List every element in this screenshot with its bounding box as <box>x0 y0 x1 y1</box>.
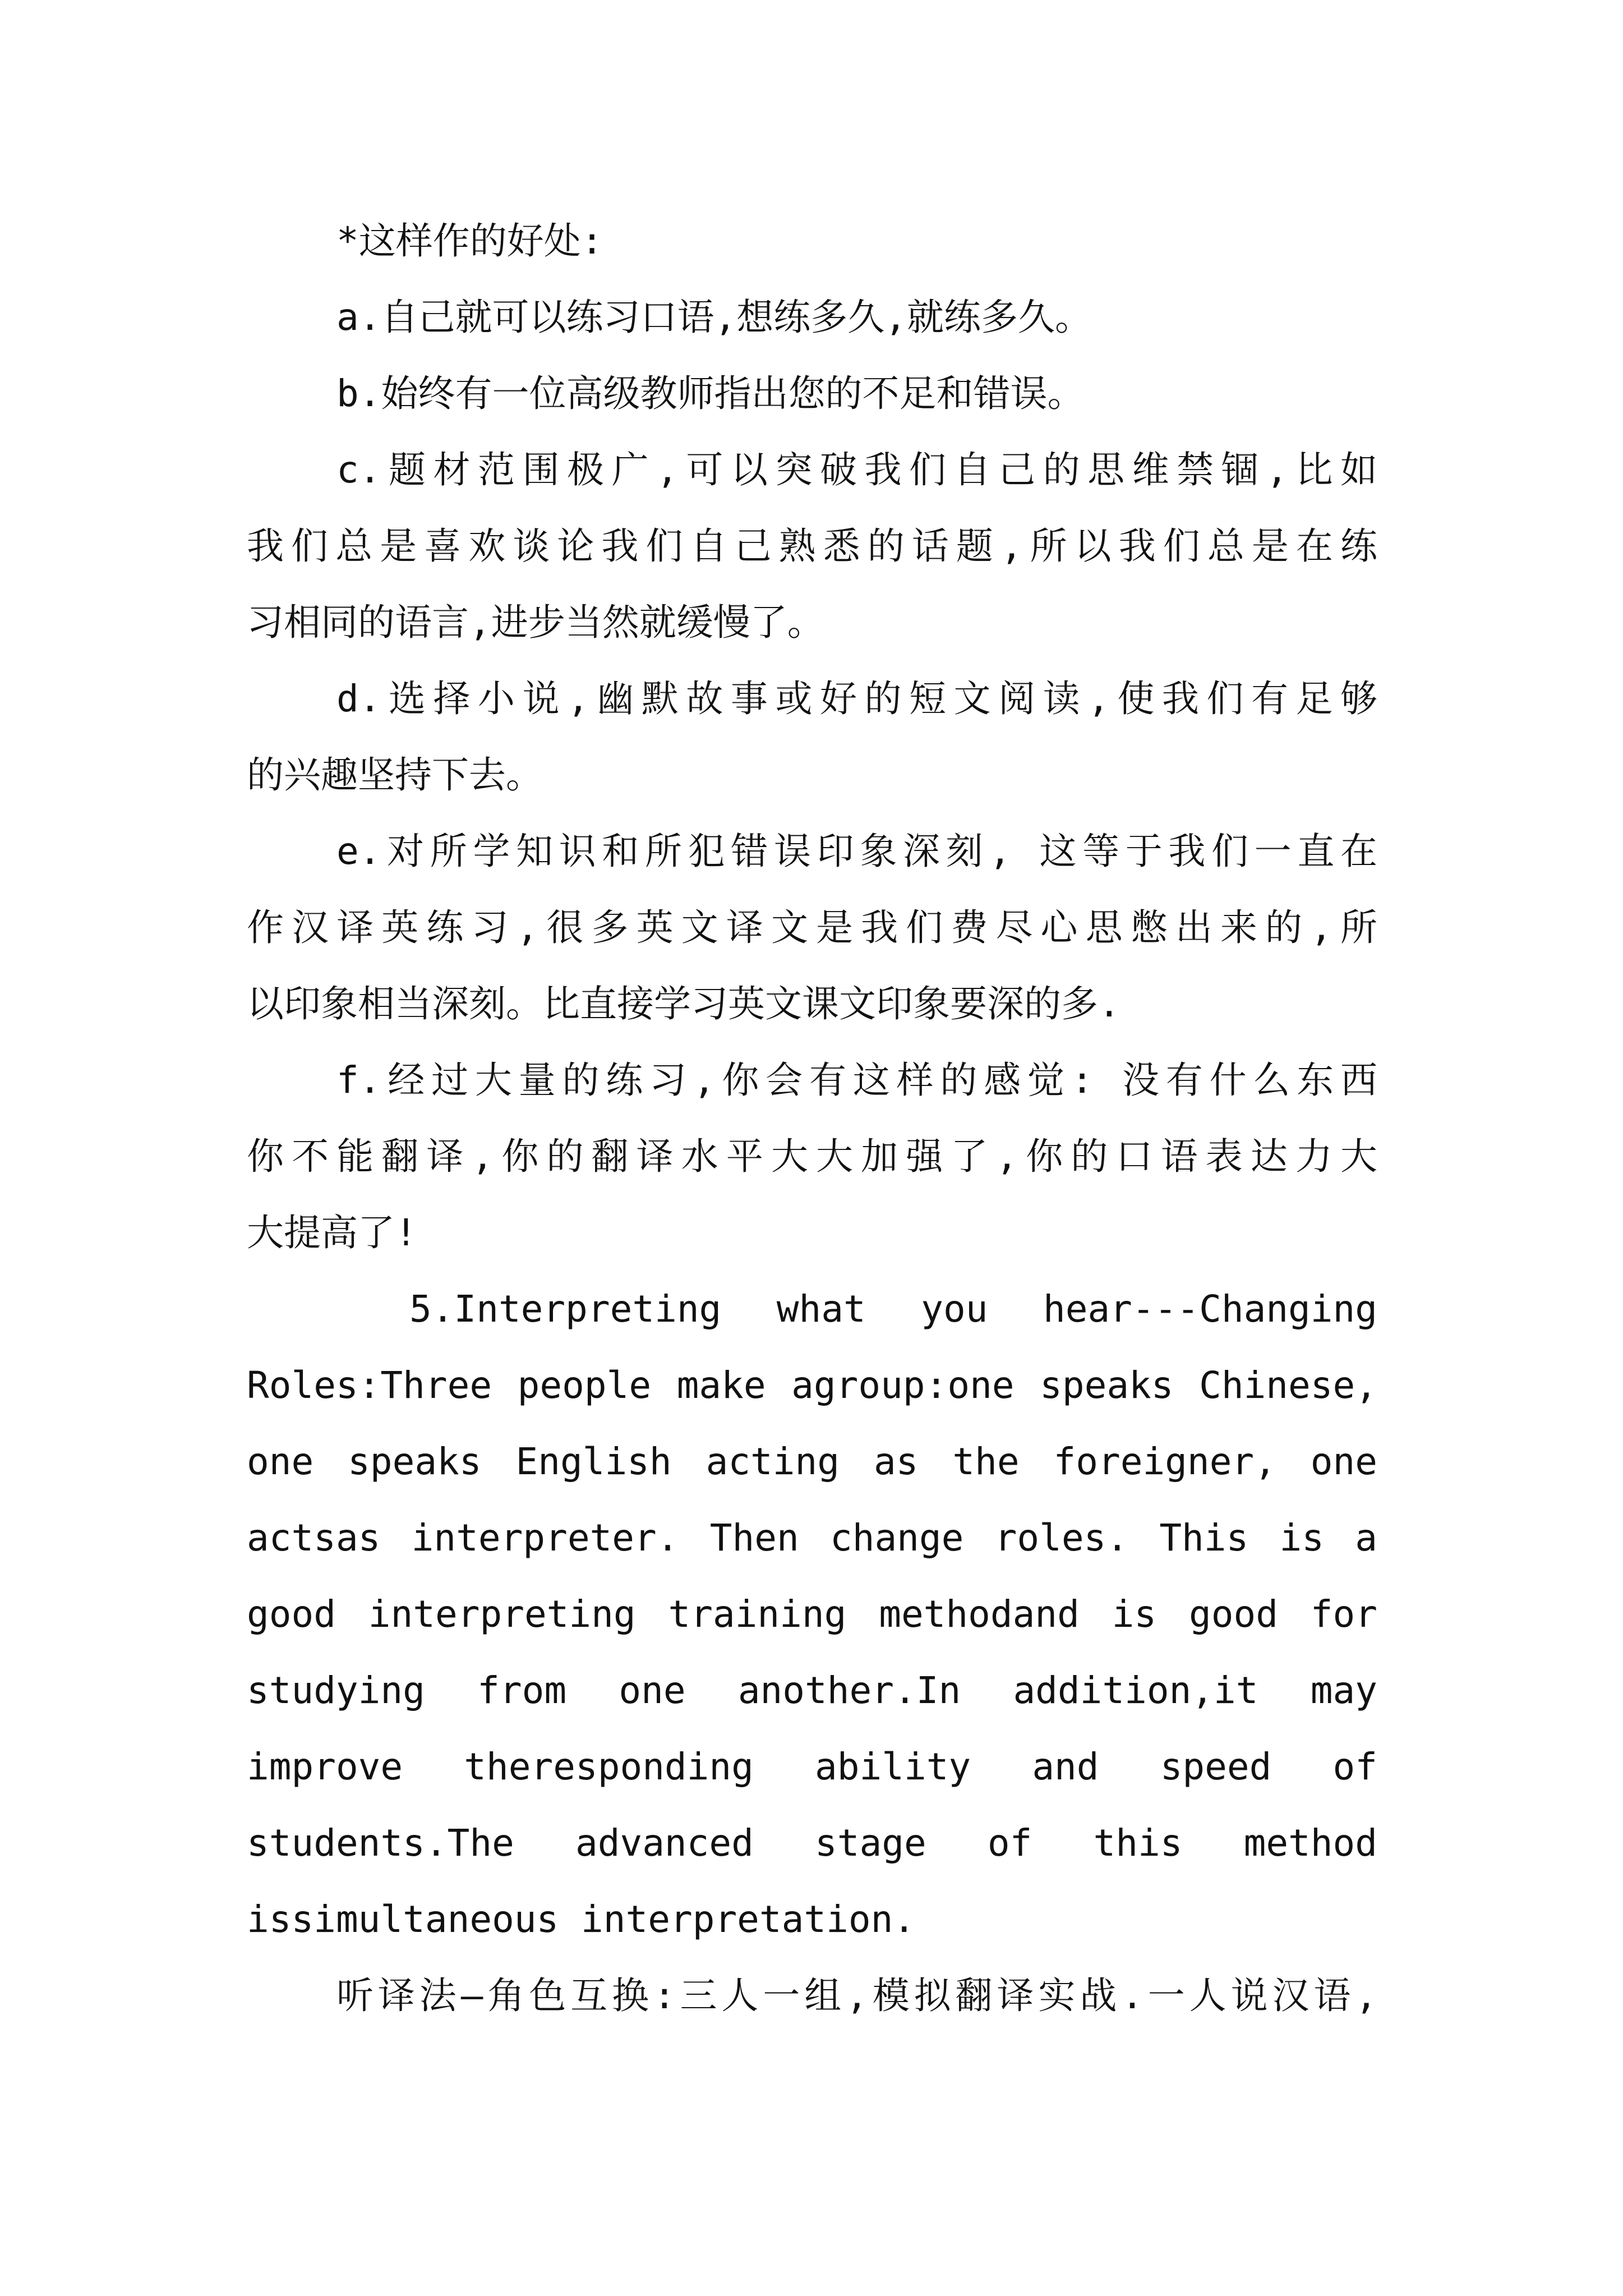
section-5-line-1: 5.Interpreting what you hear---Changing <box>409 1287 1377 1331</box>
benefit-f-line-2: 你不能翻译,你的翻译水平大大加强了,你的口语表达力大 <box>247 1135 1377 1178</box>
benefit-d-line-2: 的兴趣坚持下去。 <box>247 753 543 797</box>
benefits-heading: *这样作的好处: <box>336 219 603 263</box>
section-5-line-4: actsas interpreter. Then change roles. This is a <box>247 1516 1377 1559</box>
benefit-d-line-1: d.选择小说,幽默故事或好的短文阅读,使我们有足够 <box>336 677 1377 720</box>
section-5-line-3: one speaks English acting as the foreigner, one <box>247 1440 1377 1483</box>
listening-translation-line-1: 听译法—角色互换:三人一组,模拟翻译实战.一人说汉语, <box>336 1974 1377 2017</box>
benefit-e-line-3: 以印象相当深刻。比直接学习英文课文印象要深的多. <box>247 982 1121 1025</box>
benefit-a: a.自己就可以练习口语,想练多久,就练多久。 <box>336 296 1092 339</box>
benefit-f-line-3: 大提高了! <box>247 1211 417 1254</box>
benefit-c-line-2: 我们总是喜欢谈论我们自己熟悉的话题,所以我们总是在练 <box>247 524 1377 568</box>
section-5-line-9: issimultaneous interpretation. <box>247 1898 916 1941</box>
benefit-f-line-1: f.经过大量的练习,你会有这样的感觉: 没有什么东西 <box>336 1059 1377 1102</box>
section-5-line-5: good interpreting training methodand is good for <box>247 1593 1377 1636</box>
benefit-e-line-1: e.对所学知识和所犯错误印象深刻, 这等于我们一直在 <box>336 830 1377 873</box>
benefit-e-line-2: 作汉译英练习,很多英文译文是我们费尽心思憋出来的,所 <box>247 906 1377 949</box>
section-5-line-6: studying from one another.In addition,it may <box>247 1669 1377 1712</box>
section-5-line-2: Roles:Three people make agroup:one speaks Chinese, <box>247 1364 1377 1407</box>
benefit-c-line-3: 习相同的语言,进步当然就缓慢了。 <box>247 601 824 644</box>
benefit-b: b.始终有一位高级教师指出您的不足和错误。 <box>336 372 1085 415</box>
section-5-line-7: improve theresponding ability and speed of <box>247 1745 1377 1788</box>
section-5-line-8: students.The advanced stage of this method <box>247 1821 1377 1865</box>
benefit-c-line-1: c.题材范围极广,可以突破我们自己的思维禁锢,比如 <box>336 448 1377 491</box>
